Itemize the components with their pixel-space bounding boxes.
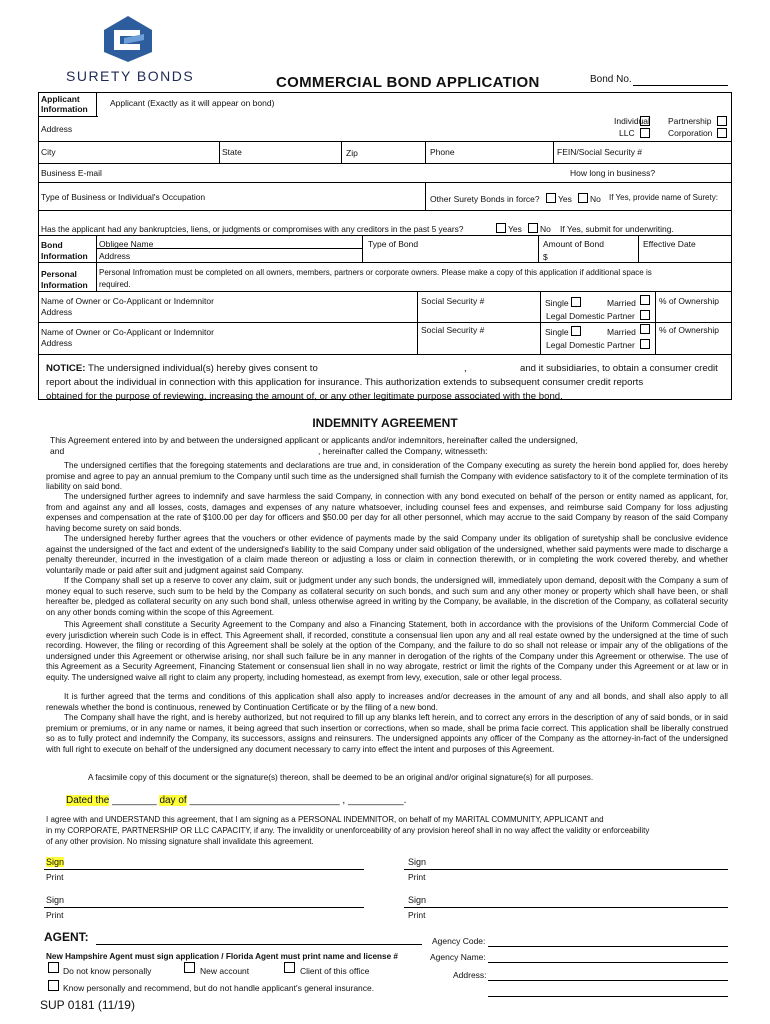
owner-1-ldp-label: Legal Domestic Partner (546, 311, 635, 321)
owner-2-address-label: Address (41, 338, 73, 348)
indemnity-para-5: This Agreement shall constitute a Security Agreement to the Company and also a Financing Statement, both in accordance with the provisions of the Uniform Commercial Code of every jurisdiction wherein such Code is in effect. This Agreement shall, if recorded, constitute a consensual lien upon any and all real estate owned by the undersigned at the time of such recording. However, the filing or recording of this Agreement shall be solely at the option of the Company, and the failure to do so shall not release or impair any of the obligations of the undersigned under this Agreement or otherwise arising, nor shall such failure be in any manner in derogation of the rights of the Company under this Agreement or otherwise. The use of this Agreement as a Security Agreement, Financing Statement or consensual lien shall in no way abrogate, restrict or limit the rights of the Company under this Agreement or at law or in equity. The undersigned waive all right to claim any property, including homestead, as exempt from levy, execution, sale or other legal process. (46, 620, 728, 682)
state-label: State (222, 147, 242, 157)
other-bonds-no-checkbox[interactable] (578, 193, 588, 203)
agent-label: AGENT: (44, 930, 89, 944)
owner-2-ownership-label: % of Ownership (659, 325, 719, 335)
notice-line-1a: The undersigned individual(s) hereby gives consent to (87, 363, 318, 374)
agree-line-2: in my CORPORATE, PARTNERSHIP OR LLC CAPACITY, if any. The invalidity or unenforceability of any provision hereof shall in no way affect the validity or enforceability (46, 826, 650, 835)
effective-date-label: Effective Date (643, 239, 696, 249)
indemnity-para-4: If the Company shall set up a reserve to cover any claim, suit or judgment under any such bonds, the undersigned will, immediately upon demand, deposit with the Company a sum of money equal to such reserve, such sum to be held by the Company as collateral security on such bonds, and such sum and any other money or property which shall have been, or shall hereafter be, pledged as collateral security on any such bond shall, unless otherwise agreed in writing by the Company, be available, in the discretion of the Company, as collateral security on any other bonds coming within the scope of this Agreement. (46, 576, 728, 617)
agree-line-1: I agree with and UNDERSTAND this agreement, that I am signing as a PERSONAL INDEMNITOR, on behalf of my MARITAL COMMUNITY, APPLICANT and (46, 815, 604, 824)
client-label: Client of this office (300, 966, 370, 976)
know-recommend-label: Know personally and recommend, but do not handle applicant's general insurance. (63, 983, 375, 993)
credit-notice (46, 362, 732, 404)
notice-line-1c: and it subsidiaries, to obtain a consumer credit (520, 363, 718, 374)
individual-checkbox[interactable] (640, 116, 650, 126)
day-of-label: day of (159, 795, 187, 806)
owner-2-married-label: Married (607, 327, 636, 337)
agency-name-field[interactable] (488, 962, 728, 963)
surety-name-note: If Yes, provide name of Surety: (609, 193, 718, 202)
brand-name: SURETY BONDS (66, 68, 195, 84)
bond-section-label-2: Information (41, 251, 88, 261)
agency-code-field[interactable] (488, 946, 728, 947)
personal-note: Personal Infromation must be completed on all owners, members, partners or corporate owners. Please make a copy of this application if additional space is (99, 268, 652, 277)
indemnity-para-8: A facsimile copy of this document or the signature(s) thereon, shall be deemed to be an original and/or original signature(s) for all purposes. (88, 773, 594, 782)
owner-1-single-checkbox[interactable] (571, 297, 581, 307)
agency-address-field[interactable] (488, 980, 728, 981)
underwriting-note: If Yes, submit for underwriting. (560, 224, 674, 234)
address-label: Address (41, 124, 73, 134)
owner-2-ldp-checkbox[interactable] (640, 339, 650, 349)
new-account-checkbox[interactable] (184, 962, 195, 973)
indemnity-para-2: The undersigned further agrees to indemnify and save harmless the said Company, in connection with any bond executed on behalf of the person or entity named as applicant, for, from and against any and all losses, costs, damages and expenses of any nature whatsoever, including counsel fees and expenses, and reimburse said Company for loss adjusting expenses and compensation at the rate of $100.00 per day for officers and $50.00 per day for all other personnel, which may accrue to the said Company by reason of the said Company having become surety on said bonds. (46, 492, 728, 533)
bankruptcy-no-checkbox[interactable] (528, 223, 538, 233)
indemnity-para-7: The Company shall have the right, and is hereby authorized, but not required to fill up any blanks left herein, and to correct any errors in the description of any of said bonds, or in said premium or premiums, or in any name or names, it being agreed that such insertion or corrections, when so made, shall be prima facie correct. This application shall be liberally construed so as to fully protect and indemnify the Company, its successors, assigns and reinsurers. The undersigned appoints any officer of the Company as the attorney-in-fact of the undersigned with full right to execute on behalf of the undersigned any document necessary to carry into effect the intent and purposes of this Agreement. (46, 713, 728, 754)
how-long-label: How long in business? (570, 168, 656, 178)
indemnity-intro-2a: and (50, 446, 65, 456)
other-bonds-no-label: No (590, 194, 601, 204)
business-type-label: Type of Business or Individual's Occupation (41, 192, 206, 202)
llc-checkbox[interactable] (640, 128, 650, 138)
page-title: COMMERCIAL BOND APPLICATION (276, 74, 540, 91)
owner-1-ssn-label: Social Security # (421, 296, 485, 306)
print-label-2: Print (408, 872, 426, 882)
indemnity-para-6: It is further agreed that the terms and conditions of this application shall also apply to increases and/or decreases in the amount of any and all bonds, and shall also apply to all renewals whether the bond is continuous, renewed by Continuation Certificate or by the filing of a new bond. (46, 692, 728, 712)
new-account-label: New account (200, 966, 250, 976)
owner-1-ldp-checkbox[interactable] (640, 310, 650, 320)
other-bonds-yes-checkbox[interactable] (546, 193, 556, 203)
agency-name-label: Agency Name: (430, 952, 486, 962)
surety-bonds-logo-icon (100, 14, 156, 64)
owner-1-name-label: Name of Owner or Co-Applicant or Indemnitor (41, 296, 214, 306)
email-label: Business E-mail (41, 168, 102, 178)
owner-1-ownership-label: % of Ownership (659, 296, 719, 306)
applicant-section-label-2: Information (41, 104, 88, 114)
entity-partnership-label: Partnership (668, 116, 712, 126)
other-bonds-yes-label: Yes (558, 194, 572, 204)
bankruptcy-no-label: No (540, 224, 551, 234)
agency-address-field-2[interactable] (488, 996, 728, 997)
dated-label: Dated the (66, 795, 110, 806)
indemnity-intro-2b: , hereinafter called the Company, witnesseth: (318, 446, 488, 456)
fein-label: FEIN/Social Security # (557, 147, 643, 157)
bond-amount-label: Amount of Bond (543, 239, 604, 249)
corporation-checkbox[interactable] (717, 128, 727, 138)
entity-corporation-label: Corporation (668, 128, 713, 138)
bankruptcy-yes-label: Yes (508, 224, 522, 234)
owner-2-single-checkbox[interactable] (571, 326, 581, 336)
bond-type-label: Type of Bond (368, 239, 419, 249)
sign-label-3: Sign (46, 895, 65, 905)
personal-section-label: Personal (41, 269, 77, 279)
notice-prefix: NOTICE: (46, 363, 86, 374)
entity-llc-label: LLC (619, 128, 635, 138)
indemnity-para-1: The undersigned certifies that the foregoing statements and declarations are true and, in consideration of the Company executing as surety the herein bond applied for, does hereby promise and agree to pay an annual premium to the Company until such time as the undersigned shall furnish the Company with evidence satisfactory to it of the complete termination of its liability on said bond. (46, 461, 728, 492)
notice-line-2: report about the individual in connection with this application for insurance. This authorization extends to subsequent consumer credit reports (46, 377, 644, 388)
know-recommend-checkbox[interactable] (48, 980, 59, 991)
dated-day-blank[interactable]: ________ (112, 795, 157, 806)
indemnity-intro-1: This Agreement entered into by and between the undersigned applicant or applicants and/or indemnitors, hereinafter called the undersigned, (50, 435, 578, 445)
date-blanks[interactable]: ___________________________ , __________. (189, 795, 407, 806)
owner-1-address-label: Address (41, 307, 73, 317)
print-label-3: Print (46, 910, 64, 920)
bond-no-field[interactable] (633, 74, 728, 86)
bankruptcy-question: Has the applicant had any bankruptcies, liens, or judgments or compromises with any creditors in the past 5 years? (41, 224, 464, 234)
bankruptcy-yes-checkbox[interactable] (496, 223, 506, 233)
form-id: SUP 0181 (11/19) (40, 998, 135, 1012)
notice-line-3: obtained for the purpose of reviewing, increasing the amount of, or any other legitimate purpose associated with the bond. (46, 391, 563, 402)
owner-1-single-label: Single (545, 298, 569, 308)
indemnity-title: INDEMNITY AGREEMENT (312, 416, 458, 430)
sign-line-2[interactable] (404, 869, 728, 870)
bond-no-label: Bond No. (590, 74, 632, 85)
applicant-name-label: Applicant (Exactly as it will appear on bond) (110, 98, 275, 108)
sign-line-3[interactable] (44, 907, 364, 908)
owner-1-married-label: Married (607, 298, 636, 308)
agree-line-3: of any other provision. No missing signature shall invalidate this agreement. (46, 837, 314, 846)
sign-line-4[interactable] (404, 907, 728, 908)
owner-2-ssn-label: Social Security # (421, 325, 485, 335)
personal-section-label-2: Information (41, 280, 88, 290)
agent-signature-line[interactable] (96, 944, 422, 945)
owner-2-name-label: Name of Owner or Co-Applicant or Indemnitor (41, 327, 214, 337)
zip-label: Zip (346, 148, 358, 158)
entity-individual-label: Individual (614, 116, 650, 126)
sign-line-1[interactable] (44, 869, 364, 870)
currency-symbol: $ (543, 252, 548, 262)
sign-label-2: Sign (408, 857, 427, 867)
owner-2-ldp-label: Legal Domestic Partner (546, 340, 635, 350)
client-checkbox[interactable] (284, 962, 295, 973)
agency-address-label: Address: (453, 970, 487, 980)
obligee-address-label: Address (99, 251, 131, 261)
bond-section-label: Bond (41, 240, 63, 250)
not-know-checkbox[interactable] (48, 962, 59, 973)
obligee-name-label: Obligee Name (99, 239, 154, 249)
notice-comma: , (464, 363, 467, 374)
owner-2-married-checkbox[interactable] (640, 324, 650, 334)
print-label-4: Print (408, 910, 426, 920)
personal-note-2: required. (99, 280, 131, 289)
applicant-section-label: Applicant (41, 94, 80, 104)
phone-label: Phone (430, 147, 455, 157)
dated-line (66, 795, 406, 806)
partnership-checkbox[interactable] (717, 116, 727, 126)
other-bonds-label: Other Surety Bonds in force? (430, 194, 540, 204)
indemnity-para-3: The undersigned hereby further agrees that the vouchers or other evidence of payments made by the said Company under its obligation of suretyship shall be conclusive evidence against the undersigned of the fact and extent of the undersigned's liability to the said Company under said obligation of the undersigned, whether said payments were made to discharge a penalty thereunder, incurred in the investigation of a claim made thereon or adjusting a loss or claim in connection therewith, or in completing the work covered thereby, and whether voluntarily made or paid after suit and judgment against said Company. (46, 534, 728, 575)
city-label: City (41, 147, 56, 157)
owner-2-single-label: Single (545, 327, 569, 337)
print-label-1: Print (46, 872, 64, 882)
sign-label-1: Sign (46, 857, 65, 867)
agency-code-label: Agency Code: (432, 936, 486, 946)
sign-label-4: Sign (408, 895, 427, 905)
nh-agent-note: New Hampshire Agent must sign application / Florida Agent must print name and license # (46, 952, 398, 961)
owner-1-married-checkbox[interactable] (640, 295, 650, 305)
not-know-label: Do not know personally (63, 966, 152, 976)
